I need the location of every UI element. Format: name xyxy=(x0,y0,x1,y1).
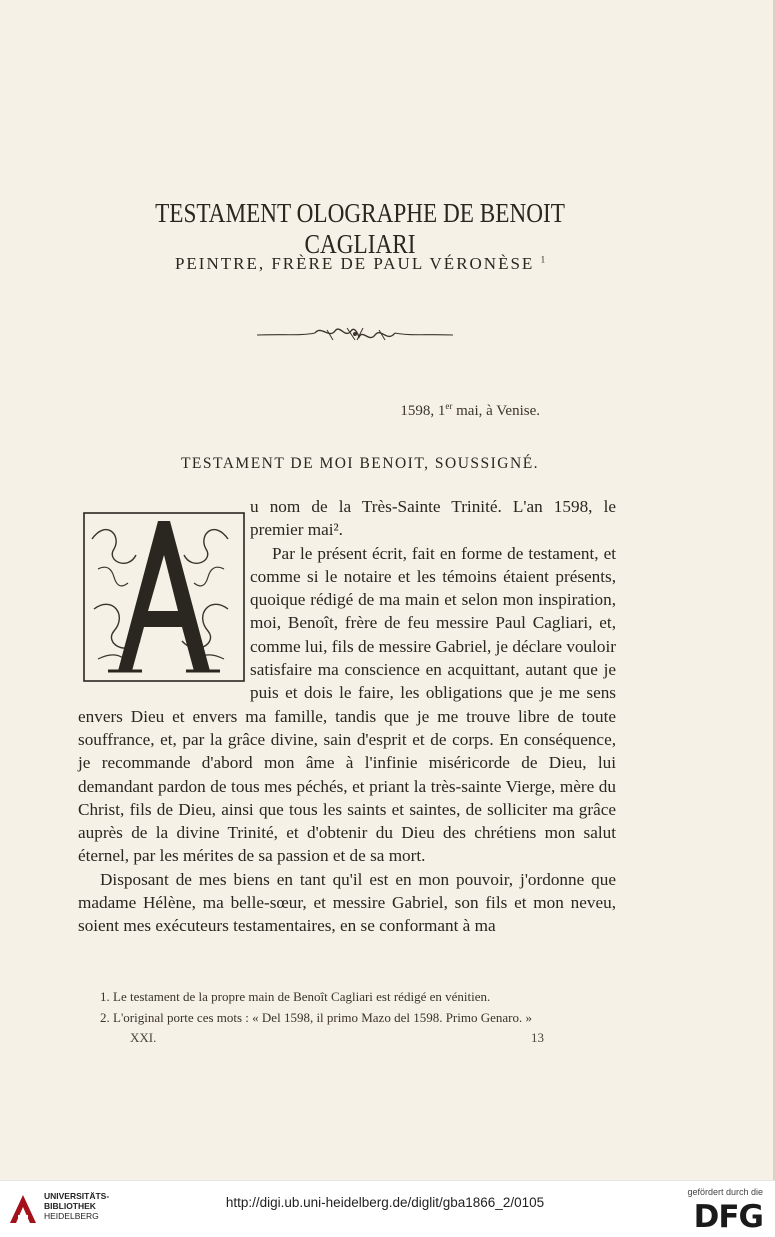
dateline-sup: er xyxy=(445,401,453,411)
library-name-line1: UNIVERSITÄTS- xyxy=(44,1191,110,1201)
dropcap-letter: A xyxy=(163,639,165,640)
subtitle-text: PEINTRE, FRÈRE DE PAUL VÉRONÈSE xyxy=(174,254,535,273)
page-number: 13 xyxy=(531,1030,544,1045)
decorative-ornament xyxy=(255,322,455,346)
library-logo-icon[interactable] xyxy=(8,1193,38,1225)
funding-caption: gefördert durch die xyxy=(687,1187,763,1197)
page-subtitle xyxy=(60,254,660,274)
dfg-logo[interactable]: DFG xyxy=(693,1199,763,1235)
library-name[interactable] xyxy=(44,1191,109,1221)
footnote-ref-1: 1 xyxy=(540,254,546,265)
library-footer-bar xyxy=(0,1180,775,1237)
dateline xyxy=(380,401,540,420)
body-text xyxy=(78,495,616,938)
source-url-link[interactable]: http://digi.ub.uni-heidelberg.de/diglit/gba1866_2/0105 xyxy=(225,1195,545,1210)
dropcap-a-illustration xyxy=(78,499,250,685)
footnotes xyxy=(100,986,620,1028)
page-title: TESTAMENT OLOGRAPHE DE BENOIT CAGLIARI xyxy=(155,198,565,259)
dateline-rest: mai, à Venise. xyxy=(452,403,540,419)
section-heading: TESTAMENT DE MOI BENOIT, SOUSSIGNÉ. xyxy=(180,455,540,472)
library-name-line2: BIBLIOTHEK xyxy=(44,1201,96,1211)
paragraph-1: u nom de la Très-Sainte Trinité. L'an 1598, le premier mai². xyxy=(250,497,616,540)
library-name-line3: HEIDELBERG xyxy=(44,1211,99,1221)
dateline-year: 1598, 1 xyxy=(400,403,446,419)
paragraph-3: Disposant de mes biens en tant qu'il est en mon pouvoir, j'ordonne que madame Hélène, ma belle-sœur, et messire Gabriel, son fils et mon neveu, soient mes exécuteurs testamentaires, en se conformant à ma xyxy=(78,869,616,936)
signature-mark: XXI. xyxy=(130,1030,157,1045)
footnote-2: 2. L'original porte ces mots : « Del 1598, il primo Mazo del 1598. Primo Genaro. » xyxy=(100,1010,532,1025)
paragraph-2: Par le présent écrit, fait en forme de testament, et comme si le notaire et les témoins étaient présents, quoique rédigé de ma main et selon mon inspiration, moi, Benoît, frère de feu messire Paul Cagliari, et, comme lui, fils de messire Gabriel, je déclare vouloir satisfaire ma conscience en acquittant, autant que je puis et dois le faire, les obligations que je me sens envers Dieu et envers ma famille, tandis que je me trouve libre de toute souffrance, et, par la grâce divine, sain d'esprit et de corps. En conséquence, je recommande d'abord mon âme à l'infinie miséricorde de Dieu, lui demandant pardon de tous mes péchés, et priant la très-sainte Vierge, mère du Christ, fils de Dieu, ainsi que tous les saints et saintes, de solliciter ma grâce auprès de la divine Trinité, et d'obtenir du Dieu des chrétiens mon salut éternel, par les mérites de sa passion et de sa mort. xyxy=(78,543,616,866)
footnote-1: 1. Le testament de la propre main de Benoît Cagliari est rédigé en vénitien. xyxy=(100,989,491,1004)
